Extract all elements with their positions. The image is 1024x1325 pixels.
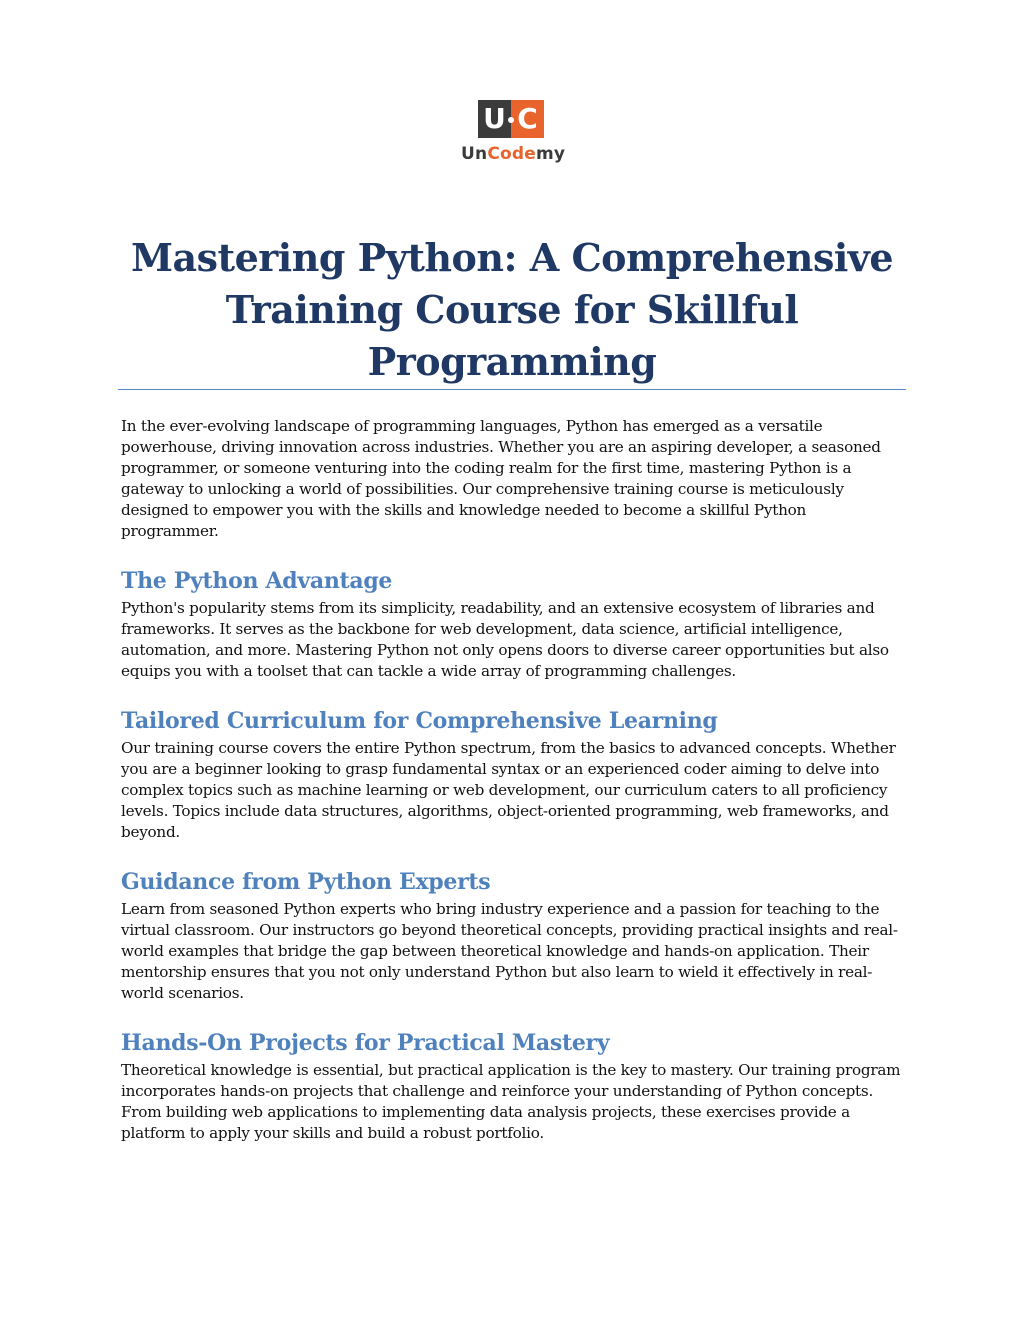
section-heading: Guidance from Python Experts — [121, 869, 491, 895]
section-paragraph: Learn from seasoned Python experts who bring industry experience and a passion for teaching to the virtual classroom. Our instructors go beyond theoretical concepts, providing practical insights and real-world examples that bridge the gap between theoretical knowledge and hands-on application. Their mentorship ensures that you not only understand Python but also learn to wield it effectively in real-world scenarios. — [121, 900, 898, 1002]
section-paragraph: Our training course covers the entire Python spectrum, from the basics to advanced concepts. Whether you are a beginner looking to grasp fundamental syntax or an experienced coder aiming to delve into complex topics such as machine learning or web development, our curriculum caters to all proficiency levels. Topics include data structures, algorithms, object-oriented programming, web frameworks, and beyond. — [121, 739, 896, 841]
section-hands-on-projects — [121, 1028, 906, 1144]
logo-mark — [478, 100, 544, 138]
section-heading: The Python Advantage — [121, 568, 393, 594]
document-body — [121, 416, 906, 1144]
section-tailored-curriculum — [121, 706, 906, 843]
document-title: Mastering Python: A Comprehensive Training Course for Skillful Programming — [130, 235, 894, 384]
title-underline — [118, 389, 906, 390]
logo-dot — [508, 117, 514, 123]
section-paragraph: Theoretical knowledge is essential, but practical application is the key to mastery. Our training program incorporates hands-on projects that challenge and reinforce your understanding of Python concepts. From building web applications to implementing data analysis projects, these exercises provide a platform to apply your skills and build a robust portfolio. — [121, 1061, 901, 1142]
logo-wordmark-part3: my — [535, 144, 566, 164]
section-paragraph: Python's popularity stems from its simplicity, readability, and an extensive ecosystem of libraries and frameworks. It serves as the backbone for web development, data science, artificial intelligence, automation, and more. Mastering Python not only opens doors to diverse career opportunities but also equips you with a toolset that can tackle a wide array of programming challenges. — [121, 599, 889, 680]
logo-wordmark-part2: Code — [487, 144, 536, 164]
section-heading: Hands-On Projects for Practical Mastery — [121, 1030, 610, 1056]
uncodemy-logo — [461, 100, 566, 164]
logo-wordmark — [461, 144, 566, 164]
section-python-advantage — [121, 566, 906, 682]
intro-paragraph: In the ever-evolving landscape of programming languages, Python has emerged as a versatile powerhouse, driving innovation across industries. Whether you are an aspiring developer, a seasoned programmer, or someone venturing into the coding realm for the first time, mastering Python is a gateway to unlocking a world of possibilities. Our comprehensive training course is meticulously designed to empower you with the skills and knowledge needed to become a skillful Python programmer. — [121, 417, 881, 540]
logo-wordmark-part1: Un — [461, 144, 488, 164]
section-python-experts — [121, 867, 906, 1004]
section-heading: Tailored Curriculum for Comprehensive Learning — [121, 708, 718, 734]
logo-mark-c: C — [511, 100, 544, 138]
logo-mark-u: U — [478, 100, 511, 138]
